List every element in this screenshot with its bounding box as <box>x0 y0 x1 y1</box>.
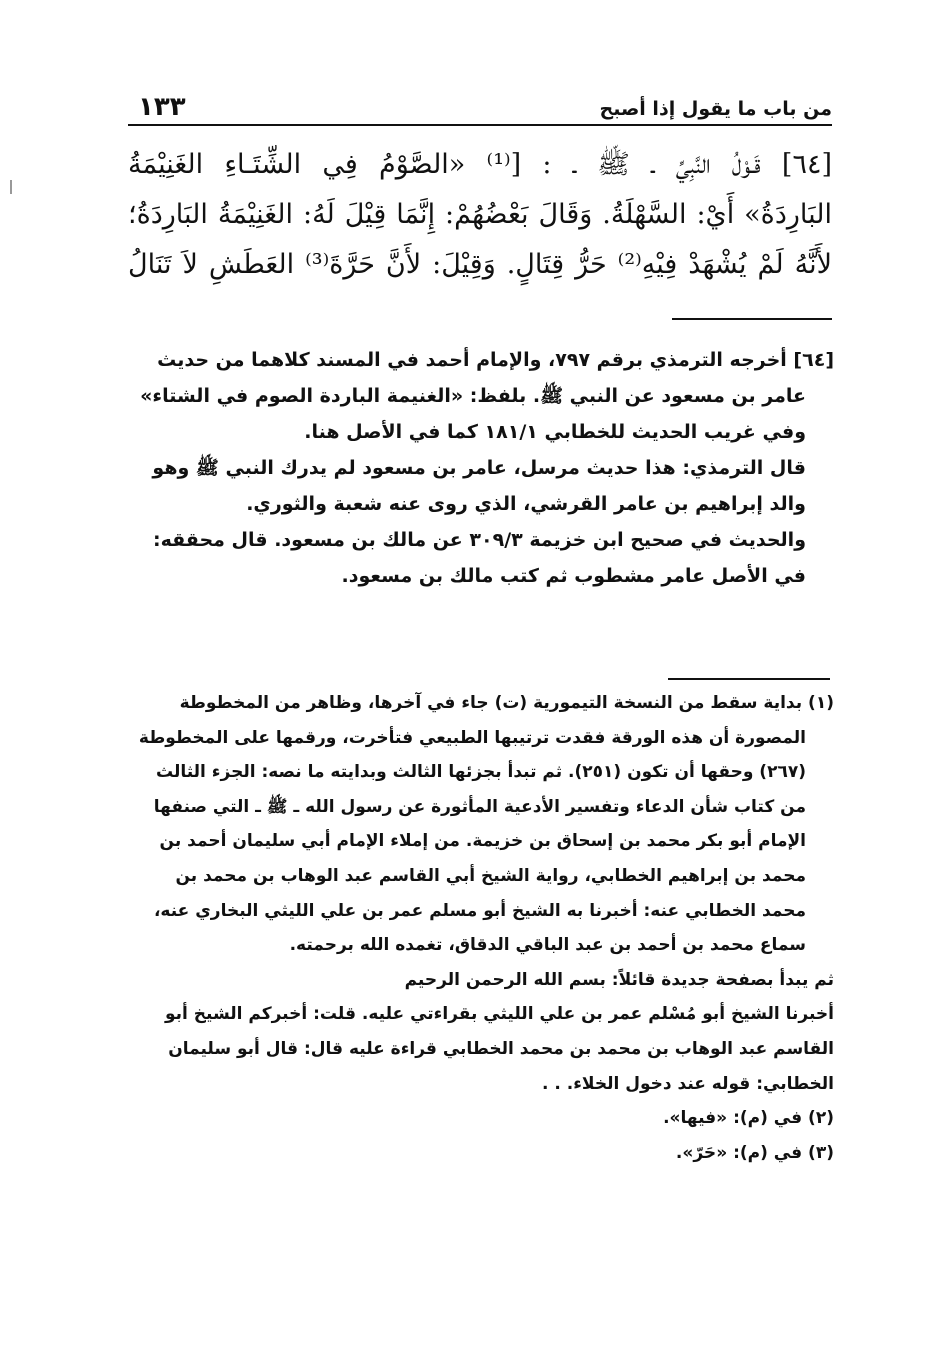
page-header <box>128 80 832 126</box>
footnote-2: (٢) في (م): «فيها». <box>663 1108 834 1129</box>
commentary-block <box>126 342 834 594</box>
separator-rule <box>672 318 832 320</box>
commentary-paragraph: والحديث في صحيح ابن خزيمة ٣٠٩/٣ عن مالك بن مسعود. قال محققه: في الأصل عامر مشطوب ثم كتب مالك بن مسعود. <box>152 529 806 587</box>
footnote-1: (١) بداية سقط من النسخة التيمورية (ت) جاء في آخرها، وظاهر من المخطوطة المصورة أن هذه الورقة فقدت ترتيبها الطبيعي فتأخرت، ورقمها على المخطوطة (٢٦٧) وحقها أن تكون (٢٥١). ثم تبدأ بجزئها الثالث وبدايته ما نصه: الجزء الثالث من كتاب شأن الدعاء وتفسير الأدعية المأثورة عن رسول الله ـ ﷺ ـ التي صنفها الإمام أبو بكر محمد بن إسحاق بن خزيمة. من إملاء الإمام أبي سليمان أحمد بن محمد بن إبراهيم الخطابي، رواية الشيخ أبي القاسم عبد الوهاب بن محمد بن محمد الخطابي عنه: أخبرنا به الشيخ أبو مسلم عمر بن علي الليثي البخاري عنه، سماع محمد بن أحمد بن عبد الباقي الدقاق، تغمده الله برحمته. <box>138 693 834 956</box>
main-text-line: البَارِدَةُ» أَيْ: السَّهْلَةُ. وَقَالَ بَعْضُهُمْ: إِنَّمَا قِيْلَ لَهُ: الغَنِيْمَةُ البَارِدَةُ؛ <box>128 199 832 230</box>
main-text-line: [٦٤] قَـوْلُ النَّبِيِّ ـ ﷺ ـ : [⁽¹⁾ «الصَّوْمُ فِي الشِّتَـاءِ الغَنِيْمَةُ <box>128 149 832 180</box>
commentary-paragraph: [٦٤] أخرجه الترمذي برقم ٧٩٧، والإمام أحمد في المسند كلاهما من حديث عامر بن مسعود عن النبي ﷺ. بلفظ: «الغنيمة الباردة الصوم في الشتاء» وفي غريب الحديث للخطابي ١٨١/١ كما في الأصل هنا. <box>140 349 834 443</box>
scan-mark <box>10 180 12 194</box>
main-text-line: لأَنَّهُ لَمْ يُشْهَدْ فِيْهِ⁽²⁾ حَرُّ قِتَالٍ. وَقِيْلَ: لأَنَّ حَرَّةَ⁽³⁾ العَطَشِ لاَ تَنَالُ <box>128 249 832 280</box>
footnote-1-basmala: ثم يبدأ بصفحة جديدة قائلاً: بسم الله الرحمن الرحيم <box>404 969 834 990</box>
page-number: ١٣٣ <box>138 92 186 122</box>
main-text <box>128 140 832 290</box>
footnotes-block <box>126 686 834 1170</box>
footnote-3: (٣) في (م): «حَرّ». <box>675 1142 834 1163</box>
footnote-separator-rule <box>668 678 830 680</box>
footnote-1-isnad: أخبرنا الشيخ أبو مُسْلم عمر بن علي الليثي بقراءتي عليه. قلت: أخبركم الشيخ أبو القاسم عبد الوهاب بن محمد بن محمد الخطابي قراءة عليه قال: قال أبو سليمان الخطابي: قوله عند دخول الخلاء. . . <box>164 1004 834 1094</box>
commentary-paragraph: قال الترمذي: هذا حديث مرسل، عامر بن مسعود لم يدرك النبي ﷺ وهو والد إبراهيم بن عامر القرشي، الذي روى عنه شعبة والثوري. <box>152 457 806 515</box>
running-title: من باب ما يقول إذا أصبح <box>599 98 832 120</box>
